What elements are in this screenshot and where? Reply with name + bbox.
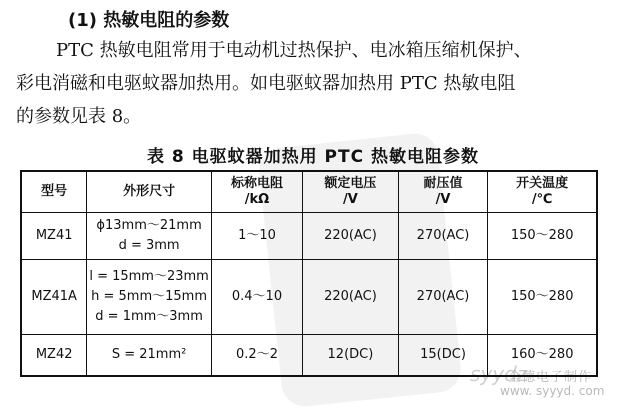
cell-withstand-voltage: 15(DC) <box>398 335 488 377</box>
paragraph-line: 的参数见表 8。 <box>16 106 142 127</box>
table-caption: 表 8 电驱蚊器加热用 PTC 热敏电阻参数 <box>146 147 480 167</box>
cell-resistance: 1～10 <box>211 213 302 260</box>
body-paragraph <box>16 34 616 133</box>
cell-model: MZ41A <box>21 260 87 335</box>
cell-rated-voltage: 220(AC) <box>303 213 399 260</box>
col-header-model: 型号 <box>21 171 87 213</box>
col-header-withstand-voltage: 耐压值 /V <box>398 171 488 213</box>
cell-shape: ϕ13mm～21mm d = 3mm <box>87 213 212 260</box>
table-header-row <box>21 171 597 213</box>
cell-withstand-voltage: 270(AC) <box>398 213 488 260</box>
col-header-resistance: 标称电阻 /kΩ <box>211 171 302 213</box>
section-heading: (1) 热敏电阻的参数 <box>68 10 230 31</box>
watermark-line2: www. syyyd. com <box>500 384 605 398</box>
cell-switch-temp: 150～280 <box>488 260 597 335</box>
cell-switch-temp: 160～280 <box>488 335 597 377</box>
cell-switch-temp: 150～280 <box>488 213 597 260</box>
watermark-brand: syydz <box>470 362 528 386</box>
cell-resistance: 0.2～2 <box>211 335 302 377</box>
cell-rated-voltage: 12(DC) <box>303 335 399 377</box>
col-header-shape: 外形尺寸 <box>87 171 212 213</box>
cell-shape: S = 21mm² <box>87 335 212 377</box>
table-row <box>21 213 597 260</box>
ptc-parameter-table <box>20 170 598 377</box>
table-row <box>21 260 597 335</box>
cell-rated-voltage: 220(AC) <box>303 260 399 335</box>
cell-model: MZ42 <box>21 335 87 377</box>
table-row <box>21 335 597 377</box>
col-header-rated-voltage: 额定电压 /V <box>303 171 399 213</box>
cell-shape: l = 15mm～23mm h = 5mm～15mm d = 1mm～3mm <box>87 260 212 335</box>
paragraph-line: 彩电消磁和电驱蚊器加热用。如电驱蚊器加热用 PTC 热敏电阻 <box>16 73 516 94</box>
col-header-switch-temp: 开关温度 /℃ <box>488 171 597 213</box>
cell-resistance: 0.4～10 <box>211 260 302 335</box>
watermark-line1: 全德电子制作 <box>508 370 593 385</box>
paragraph-line: PTC 热敏电阻常用于电动机过热保护、电冰箱压缩机保护、 <box>56 40 532 61</box>
cell-model: MZ41 <box>21 213 87 260</box>
cell-withstand-voltage: 270(AC) <box>398 260 488 335</box>
